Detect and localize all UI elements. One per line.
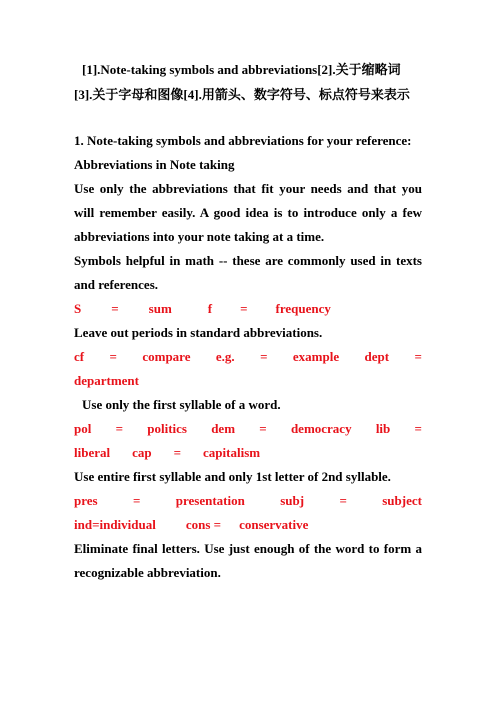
- example-term: cap: [132, 445, 152, 460]
- example-meaning: democracy: [290, 421, 352, 436]
- example-term: f: [207, 301, 213, 316]
- document-page: [74, 62, 422, 585]
- entire-examples-row2: [74, 513, 422, 537]
- example-term: subj: [280, 493, 305, 508]
- example-meaning: liberal: [74, 445, 111, 460]
- example-eq: =: [259, 421, 267, 436]
- section-subheading: Abbreviations in Note taking: [74, 157, 235, 172]
- eliminate-rule: Eliminate final letters. Use just enough of the word to form a recognizable abbreviation.: [74, 541, 422, 580]
- syllable-examples-row1: [74, 417, 422, 441]
- example-eq: =: [414, 421, 422, 436]
- example-meaning: conservative: [239, 517, 309, 532]
- example-term: dept: [364, 349, 390, 364]
- section-heading: 1. Note-taking symbols and abbreviations for your reference:: [74, 133, 412, 148]
- example-term: S: [74, 301, 82, 316]
- example-eq: =: [173, 445, 182, 460]
- example-term: cf: [74, 349, 85, 364]
- example-term: dem: [211, 421, 236, 436]
- example-meaning: compare: [142, 349, 191, 364]
- example-meaning: subject: [382, 493, 422, 508]
- example-term: pres: [74, 493, 98, 508]
- syllable-examples-row2: [74, 441, 422, 465]
- example-meaning: example: [292, 349, 340, 364]
- example-meaning: sum: [148, 301, 172, 316]
- example-eq: =: [339, 493, 347, 508]
- example-eq: =: [132, 493, 141, 508]
- entire-rule: Use entire first syllable and only 1st letter of 2nd syllable.: [74, 469, 391, 484]
- periods-rule: Leave out periods in standard abbreviations.: [74, 325, 323, 340]
- toc-line-1: [1].Note-taking symbols and abbreviations[2].关于缩略词: [82, 62, 401, 77]
- example-eq: =: [240, 301, 248, 316]
- periods-examples-row2: department: [74, 373, 139, 388]
- syllable-rule: Use only the first syllable of a word.: [82, 397, 281, 412]
- example-eq: =: [109, 349, 117, 364]
- example-eq: =: [115, 421, 123, 436]
- example-meaning: presentation: [175, 493, 245, 508]
- example-eq: =: [414, 349, 422, 364]
- example-eq: =: [111, 301, 119, 316]
- example-term: e.g.: [215, 349, 235, 364]
- example-meaning: capitalism: [203, 445, 261, 460]
- intro-paragraph: Use only the abbreviations that fit your needs and that you will remember easily. A good idea is to introduce only a few abbreviations into your note taking at a time.: [74, 181, 422, 244]
- math-intro: Symbols helpful in math -- these are commonly used in texts and references.: [74, 253, 422, 292]
- example-meaning: politics: [147, 421, 187, 436]
- example-term: ind=individual: [74, 517, 156, 532]
- periods-examples-row1: [74, 345, 422, 369]
- example-eq: =: [260, 349, 268, 364]
- math-examples: [74, 297, 422, 321]
- example-term: lib: [375, 421, 391, 436]
- entire-examples-row1: [74, 489, 422, 513]
- example-term: pol: [74, 421, 92, 436]
- example-term: cons =: [185, 517, 222, 532]
- example-meaning: frequency: [275, 301, 331, 316]
- toc-line-2: [3].关于字母和图像[4].用箭头、数字符号、标点符号来表示: [74, 87, 410, 102]
